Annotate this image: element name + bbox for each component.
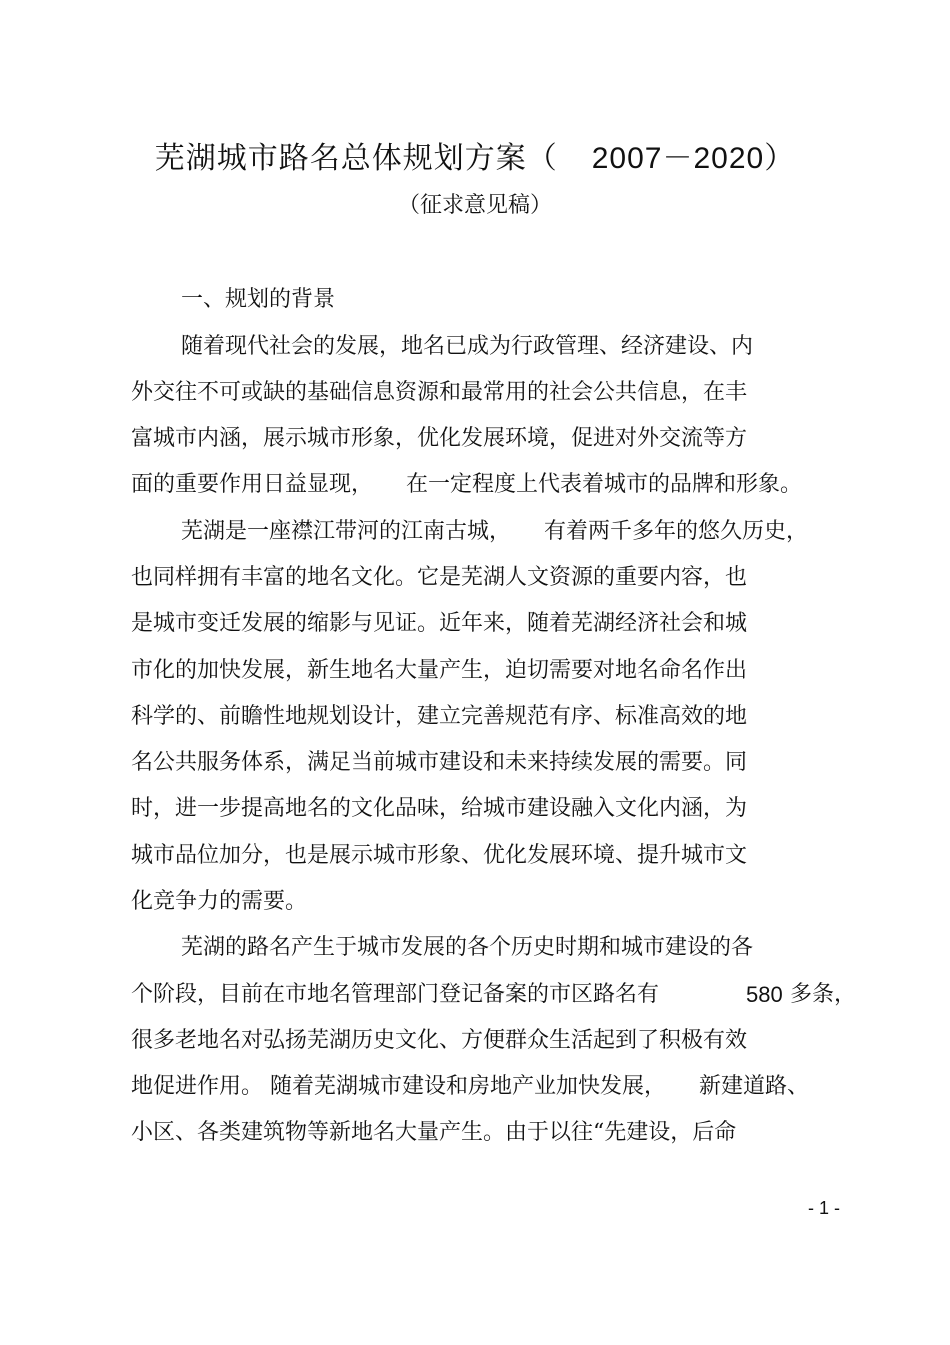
paragraph-line: 地促进作用。 随着芜湖城市建设和房地产业加快发展， 新建道路、 bbox=[131, 1074, 809, 1099]
paragraph-line: 外交往不可或缺的基础信息资源和最常用的社会公共信息，在丰 bbox=[131, 380, 748, 405]
page-number: - 1 - bbox=[808, 1198, 841, 1218]
paragraph-line: 个阶段，目前在市地名管理部门登记备案的市区路名有 bbox=[131, 982, 660, 1007]
paragraph-line: 市化的加快发展，新生地名大量产生，迫切需要对地名命名作出 bbox=[131, 658, 748, 683]
document-subtitle: （征求意见稿） bbox=[397, 193, 552, 218]
paragraph-line: 科学的、前瞻性地规划设计，建立完善规范有序、标准高效的地 bbox=[131, 704, 748, 729]
paragraph-line: 也同样拥有丰富的地名文化。它是芜湖人文资源的重要内容，也 bbox=[131, 565, 748, 590]
paragraph-line: 富城市内涵，展示城市形象，优化发展环境，促进对外交流等方 bbox=[131, 426, 748, 451]
paragraph-line: 城市品位加分，也是展示城市形象、优化发展环境、提升城市文 bbox=[131, 843, 748, 868]
title-years: 2007－2020） bbox=[591, 142, 796, 175]
paragraph-line: 芜湖是一座襟江带河的江南古城， 有着两千多年的悠久历史， bbox=[181, 519, 809, 544]
route-count: 580 bbox=[746, 982, 783, 1007]
paragraph-line: 化竞争力的需要。 bbox=[131, 889, 308, 914]
paragraph-line: 名公共服务体系，满足当前城市建设和未来持续发展的需要。同 bbox=[131, 750, 748, 775]
paragraph-line: 是城市变迁发展的缩影与见证。近年来，随着芜湖经济社会和城 bbox=[131, 611, 748, 636]
paragraph-line: 面的重要作用日益显现， 在一定程度上代表着城市的品牌和形象。 bbox=[131, 472, 803, 497]
paragraph-line: 很多老地名对弘扬芜湖历史文化、方便群众生活起到了积极有效 bbox=[131, 1028, 748, 1053]
section-heading: 一、规划的背景 bbox=[181, 287, 336, 312]
paragraph-line: 芜湖的路名产生于城市发展的各个历史时期和城市建设的各 bbox=[181, 935, 754, 960]
title-text: 芜湖城市路名总体规划方案（ bbox=[154, 141, 558, 176]
paragraph-line: 时，进一步提高地名的文化品味，给城市建设融入文化内涵，为 bbox=[131, 796, 748, 821]
paragraph-line: 随着现代社会的发展，地名已成为行政管理、经济建设、内 bbox=[181, 334, 754, 359]
document-title bbox=[0, 138, 950, 180]
paragraph-line: 小区、各类建筑物等新地名大量产生。由于以往“先建设，后命 bbox=[131, 1120, 737, 1145]
paragraph-line: 多条， bbox=[790, 982, 857, 1007]
